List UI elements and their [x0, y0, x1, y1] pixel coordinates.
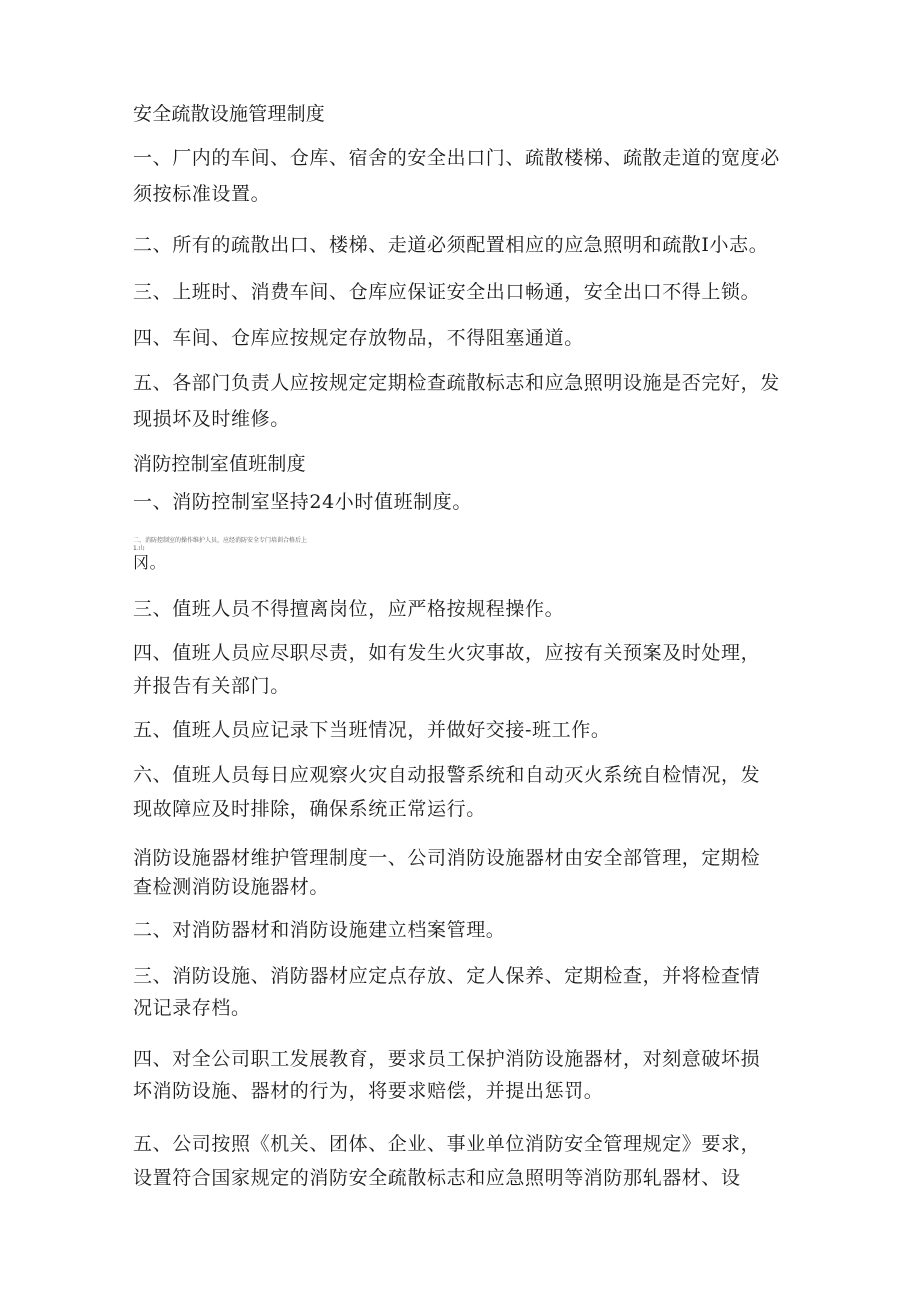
evacuation-item-5-line-1: 五、各部门负责人应按规定定期检查疏散标志和应急照明设施是否完好，发	[133, 372, 780, 394]
fire-equipment-item-3-line-1: 三、消防设施、消防器材应定点存放、定人保养、定期检查，并将检查情	[133, 965, 761, 987]
fire-equipment-item-2: 二、对消防器材和消防设施建立档案管理。	[133, 919, 506, 941]
fire-equipment-item-4-line-2: 坏消防设施、器材的行为，将要求赔偿，并提出惩罚。	[133, 1080, 604, 1102]
control-room-item-1: 一、消防控制室坚持24小时值班制度。	[133, 491, 472, 513]
control-room-item-4-line-1: 四、值班人员应尽职尽责，如有发生火灾事故，应按有关预案及时处理，	[133, 642, 761, 664]
control-room-item-2-small-print-2: 1.山	[133, 545, 145, 552]
section-title-control-room: 消防控制室值班制度	[133, 453, 306, 475]
fire-equipment-item-4-line-1: 四、对全公司职工发展教育，要求员工保护消防设施器材，对刻意破坏损	[133, 1048, 761, 1070]
fire-equipment-item-1-line-1	[133, 846, 760, 870]
section-title-fire-equipment: 消防设施器材维护管理制度	[133, 847, 369, 869]
fire-equipment-item-1-text: 一、公司消防设施器材由安全部管理，定期检	[368, 847, 761, 869]
evacuation-item-5-line-2: 现损坏及时维修。	[133, 408, 290, 430]
evacuation-item-1-line-2: 须按标准设置。	[133, 183, 271, 205]
fire-equipment-item-5-line-1: 五、公司按照《机关、团体、企业、事业单位消防安全管理规定》要求，	[133, 1133, 761, 1155]
control-room-item-5: 五、值班人员应记录下当班情况，并做好交接-班工作。	[133, 719, 611, 741]
control-room-item-6-line-2: 现故障应及时排除，确保系统正常运行。	[133, 798, 486, 820]
fire-equipment-item-3-line-2: 况记录存档。	[133, 997, 251, 1019]
evacuation-item-1-line-1: 一、厂内的车间、仓库、宿舍的安全出口门、疏散楼梯、疏散走道的宽度必	[133, 147, 780, 169]
control-room-item-6-line-1: 六、值班人员每日应观察火灾自动报警系统和自动灭火系统自检情况，发	[133, 764, 761, 786]
control-room-item-2-small-print: 二、消防控制室的操作维护人员，应经消防安全专门培训合格后上	[133, 537, 308, 544]
evacuation-item-4: 四、车间、仓库应按规定存放物品，不得阻塞通道。	[133, 327, 584, 349]
control-room-item-4-line-2: 并报告有关部门。	[133, 675, 290, 697]
fire-equipment-item-5-line-2: 设置符合国家规定的消防安全疏散标志和应急照明等消防那轧器材、设	[133, 1167, 741, 1189]
control-room-item-3: 三、值班人员不得擅离岗位，应严格按规程操作。	[133, 598, 565, 620]
evacuation-item-2-text: 二、所有的疏散出口、楼梯、走道必须配置相应的应急照明和疏散Ⅰ小志。	[133, 234, 769, 256]
section-title-evacuation: 安全疏散设施管理制度	[133, 103, 326, 125]
control-room-item-2-tail: 冈。	[133, 553, 167, 572]
evacuation-item-3: 三、上班时、消费车间、仓库应保证安全出口畅通，安全出口不得上锁。	[133, 281, 761, 303]
fire-equipment-item-1-line-2: 查检测消防设施器材。	[133, 876, 330, 898]
